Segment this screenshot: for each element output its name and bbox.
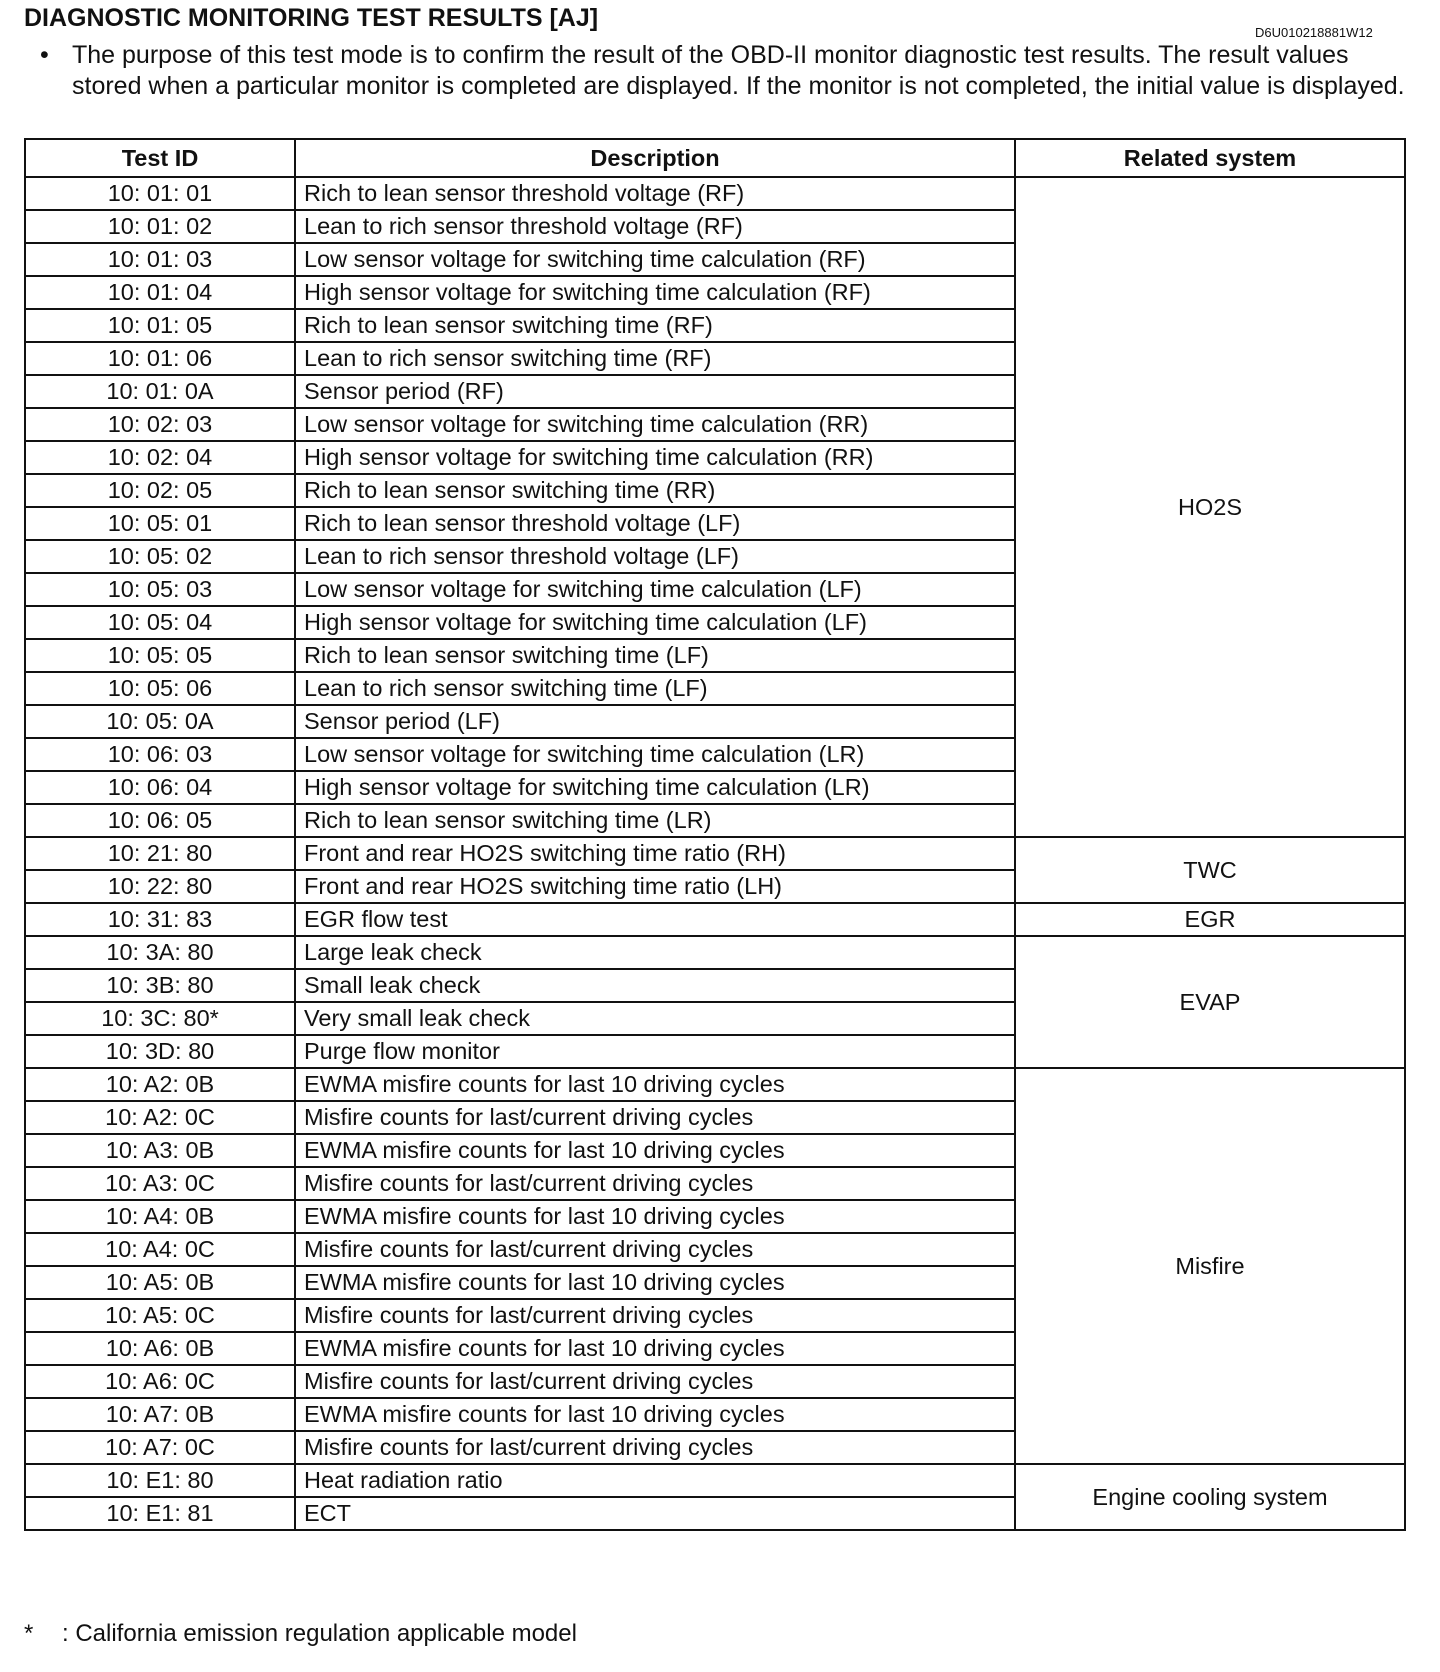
cell-test-id: 10: 01: 04 — [25, 276, 295, 309]
cell-description: Rich to lean sensor threshold voltage (RF) — [295, 177, 1015, 210]
cell-related-system: TWC — [1015, 837, 1405, 903]
cell-description: Lean to rich sensor threshold voltage (RF) — [295, 210, 1015, 243]
cell-test-id: 10: E1: 80 — [25, 1464, 295, 1497]
cell-description: Lean to rich sensor threshold voltage (LF) — [295, 540, 1015, 573]
cell-test-id: 10: 02: 04 — [25, 441, 295, 474]
cell-test-id: 10: A2: 0B — [25, 1068, 295, 1101]
cell-test-id: 10: 01: 02 — [25, 210, 295, 243]
cell-test-id: 10: 05: 05 — [25, 639, 295, 672]
cell-description: EWMA misfire counts for last 10 driving cycles — [295, 1200, 1015, 1233]
header-test-id: Test ID — [25, 139, 295, 177]
cell-description: Large leak check — [295, 936, 1015, 969]
cell-test-id: 10: 05: 04 — [25, 606, 295, 639]
cell-test-id: 10: 06: 04 — [25, 771, 295, 804]
cell-description: Misfire counts for last/current driving cycles — [295, 1101, 1015, 1134]
cell-description: Front and rear HO2S switching time ratio (LH) — [295, 870, 1015, 903]
intro-paragraph — [40, 40, 1420, 102]
header-related-system: Related system — [1015, 139, 1405, 177]
cell-description: Misfire counts for last/current driving cycles — [295, 1233, 1015, 1266]
cell-test-id: 10: A6: 0C — [25, 1365, 295, 1398]
cell-test-id: 10: A3: 0B — [25, 1134, 295, 1167]
cell-description: ECT — [295, 1497, 1015, 1530]
cell-description: EGR flow test — [295, 903, 1015, 936]
cell-test-id: 10: 05: 03 — [25, 573, 295, 606]
cell-description: Very small leak check — [295, 1002, 1015, 1035]
cell-description: EWMA misfire counts for last 10 driving cycles — [295, 1134, 1015, 1167]
cell-description: Rich to lean sensor switching time (LF) — [295, 639, 1015, 672]
cell-description: Lean to rich sensor switching time (RF) — [295, 342, 1015, 375]
cell-test-id: 10: 05: 06 — [25, 672, 295, 705]
table-header-row — [25, 139, 1405, 177]
cell-test-id: 10: 01: 03 — [25, 243, 295, 276]
cell-test-id: 10: 02: 05 — [25, 474, 295, 507]
table-row — [25, 177, 1405, 210]
cell-test-id: 10: 21: 80 — [25, 837, 295, 870]
footnote-text: : California emission regulation applicable model — [62, 1620, 577, 1647]
cell-related-system: EGR — [1015, 903, 1405, 936]
cell-test-id: 10: 06: 03 — [25, 738, 295, 771]
table-body — [25, 177, 1405, 1530]
cell-test-id: 10: A2: 0C — [25, 1101, 295, 1134]
cell-test-id: 10: 3A: 80 — [25, 936, 295, 969]
cell-description: High sensor voltage for switching time calculation (LF) — [295, 606, 1015, 639]
cell-test-id: 10: 05: 01 — [25, 507, 295, 540]
cell-test-id: 10: A5: 0B — [25, 1266, 295, 1299]
cell-test-id: 10: A3: 0C — [25, 1167, 295, 1200]
cell-related-system: HO2S — [1015, 177, 1405, 837]
footnote — [24, 1620, 577, 1648]
cell-description: Low sensor voltage for switching time calculation (RR) — [295, 408, 1015, 441]
table-row — [25, 903, 1405, 936]
cell-description: High sensor voltage for switching time calculation (LR) — [295, 771, 1015, 804]
cell-description: EWMA misfire counts for last 10 driving cycles — [295, 1398, 1015, 1431]
cell-test-id: 10: A7: 0B — [25, 1398, 295, 1431]
cell-test-id: 10: 3D: 80 — [25, 1035, 295, 1068]
table-row — [25, 1068, 1405, 1101]
cell-test-id: 10: E1: 81 — [25, 1497, 295, 1530]
cell-description: Rich to lean sensor switching time (LR) — [295, 804, 1015, 837]
cell-description: Misfire counts for last/current driving cycles — [295, 1167, 1015, 1200]
cell-related-system: EVAP — [1015, 936, 1405, 1068]
cell-test-id: 10: 06: 05 — [25, 804, 295, 837]
cell-description: Low sensor voltage for switching time calculation (LF) — [295, 573, 1015, 606]
cell-test-id: 10: 05: 02 — [25, 540, 295, 573]
cell-description: Small leak check — [295, 969, 1015, 1002]
table-row — [25, 936, 1405, 969]
cell-description: EWMA misfire counts for last 10 driving cycles — [295, 1332, 1015, 1365]
cell-test-id: 10: A7: 0C — [25, 1431, 295, 1464]
results-table — [24, 138, 1406, 1531]
cell-test-id: 10: 22: 80 — [25, 870, 295, 903]
cell-description: Lean to rich sensor switching time (LF) — [295, 672, 1015, 705]
cell-description: Sensor period (LF) — [295, 705, 1015, 738]
bullet-icon: • — [40, 41, 49, 69]
cell-test-id: 10: 3B: 80 — [25, 969, 295, 1002]
cell-test-id: 10: 31: 83 — [25, 903, 295, 936]
cell-description: High sensor voltage for switching time calculation (RR) — [295, 441, 1015, 474]
cell-description: Rich to lean sensor threshold voltage (LF) — [295, 507, 1015, 540]
cell-test-id: 10: 01: 01 — [25, 177, 295, 210]
cell-related-system: Misfire — [1015, 1068, 1405, 1464]
cell-description: Front and rear HO2S switching time ratio (RH) — [295, 837, 1015, 870]
cell-test-id: 10: A6: 0B — [25, 1332, 295, 1365]
cell-test-id: 10: 01: 0A — [25, 375, 295, 408]
cell-test-id: 10: 02: 03 — [25, 408, 295, 441]
cell-test-id: 10: A4: 0C — [25, 1233, 295, 1266]
cell-test-id: 10: 01: 06 — [25, 342, 295, 375]
cell-description: Rich to lean sensor switching time (RF) — [295, 309, 1015, 342]
cell-test-id: 10: 01: 05 — [25, 309, 295, 342]
cell-description: EWMA misfire counts for last 10 driving cycles — [295, 1266, 1015, 1299]
table-row — [25, 837, 1405, 870]
cell-description: Low sensor voltage for switching time calculation (RF) — [295, 243, 1015, 276]
cell-test-id: 10: A5: 0C — [25, 1299, 295, 1332]
table-row — [25, 1464, 1405, 1497]
footnote-marker: * — [24, 1620, 34, 1647]
document-id: D6U010218881W12 — [1255, 25, 1373, 40]
cell-test-id: 10: A4: 0B — [25, 1200, 295, 1233]
cell-description: Low sensor voltage for switching time calculation (LR) — [295, 738, 1015, 771]
cell-description: EWMA misfire counts for last 10 driving cycles — [295, 1068, 1015, 1101]
cell-description: Misfire counts for last/current driving cycles — [295, 1365, 1015, 1398]
header-description: Description — [295, 139, 1015, 177]
cell-description: Misfire counts for last/current driving cycles — [295, 1431, 1015, 1464]
intro-text: The purpose of this test mode is to confirm the result of the OBD-II monitor diagnostic test results. The result values stored when a particular monitor is completed are displayed. If the monitor is not completed, the initial value is displayed. — [72, 41, 1405, 100]
cell-description: Rich to lean sensor switching time (RR) — [295, 474, 1015, 507]
cell-test-id: 10: 3C: 80* — [25, 1002, 295, 1035]
page-title: DIAGNOSTIC MONITORING TEST RESULTS [AJ] — [24, 4, 599, 32]
cell-description: Purge flow monitor — [295, 1035, 1015, 1068]
cell-description: Sensor period (RF) — [295, 375, 1015, 408]
cell-test-id: 10: 05: 0A — [25, 705, 295, 738]
cell-description: High sensor voltage for switching time calculation (RF) — [295, 276, 1015, 309]
cell-description: Heat radiation ratio — [295, 1464, 1015, 1497]
cell-related-system: Engine cooling system — [1015, 1464, 1405, 1530]
cell-description: Misfire counts for last/current driving cycles — [295, 1299, 1015, 1332]
